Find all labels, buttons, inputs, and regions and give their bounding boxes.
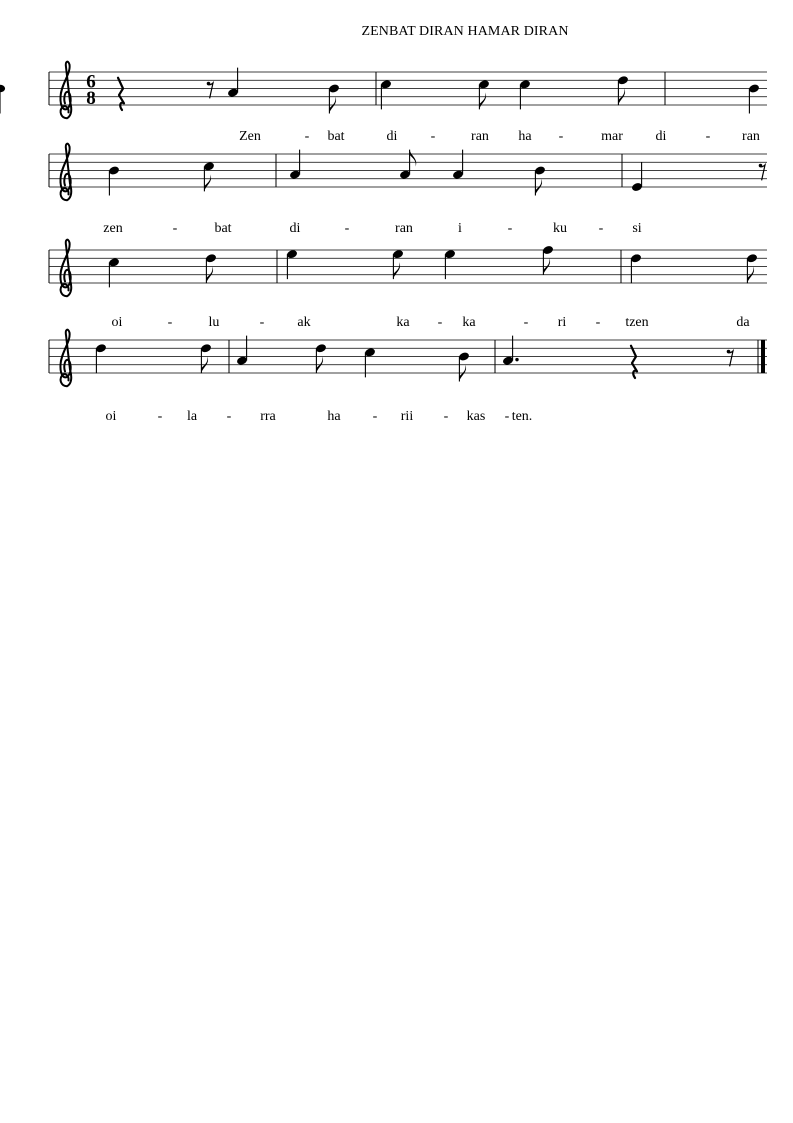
- song-title: ZENBAT DIRAN HAMAR DIRAN: [361, 24, 569, 39]
- lyric-syllable: tzen: [625, 315, 649, 330]
- note: [95, 343, 107, 373]
- note: [200, 343, 212, 373]
- lyric-hyphen: -: [705, 129, 711, 144]
- note: [630, 253, 642, 283]
- lyric-syllable: di: [289, 221, 301, 236]
- lyric-hyphen: -: [304, 129, 310, 144]
- notehead: [0, 85, 5, 92]
- lyric-syllable: ku: [553, 221, 567, 236]
- lyric-hyphen: -: [344, 221, 350, 236]
- lyric-hyphen: -: [157, 409, 163, 424]
- lyric-hyphen: -: [523, 315, 529, 330]
- lyric-hyphen: -: [437, 315, 443, 330]
- lyric-hyphen: -: [430, 129, 436, 144]
- lyric-syllable: di: [655, 129, 667, 144]
- staff-system-3: [49, 240, 767, 330]
- note: [328, 83, 340, 113]
- lyric-syllable: Zen: [239, 129, 261, 144]
- lyric-syllable: ran: [471, 129, 489, 144]
- lyric-syllable: la: [186, 409, 198, 424]
- flag: [393, 262, 400, 279]
- lyric-syllable: di: [386, 129, 398, 144]
- lyric-syllable: rii: [400, 409, 414, 424]
- note: [748, 83, 760, 113]
- augmentation-dot: [515, 358, 518, 361]
- lyric-syllable: i: [458, 221, 462, 236]
- lyric-syllable: oi: [111, 315, 123, 330]
- note: [315, 343, 327, 373]
- lyric-hyphen: -: [167, 315, 173, 330]
- note: [617, 75, 629, 105]
- lyric-syllable: ri: [557, 315, 567, 330]
- lyric-syllable: oi: [105, 409, 117, 424]
- lyric-hyphen: -: [507, 221, 513, 236]
- treble-clef-icon: [60, 144, 71, 201]
- flag: [204, 174, 211, 191]
- staff-system-4: [49, 330, 767, 424]
- note: [108, 165, 120, 195]
- lyric-syllable: rra: [260, 409, 276, 424]
- treble-clef-icon: [60, 62, 71, 119]
- treble-clef-icon: [60, 330, 71, 387]
- flag: [410, 150, 417, 167]
- note: [458, 351, 470, 381]
- lyric-syllable: ha: [518, 129, 532, 144]
- lyric-hyphen: -: [558, 129, 564, 144]
- time-signature-numerator: 6: [86, 71, 96, 93]
- lyric-hyphen: -: [372, 409, 378, 424]
- note: [0, 85, 5, 114]
- time-signature-denominator: 8: [86, 88, 96, 109]
- lyric-syllable: kas: [466, 409, 486, 424]
- lyric-hyphen: -: [595, 315, 601, 330]
- lyric-syllable: ha: [327, 409, 341, 424]
- lyric-syllable: ka: [462, 315, 476, 330]
- note: [542, 245, 554, 275]
- lyric-syllable: zen: [103, 221, 123, 236]
- eighth-rest: [759, 164, 765, 181]
- note: [631, 162, 643, 192]
- eighth-rest: [727, 350, 733, 367]
- staff-system-1: [0, 62, 767, 144]
- lyric-syllable: mar: [601, 129, 623, 144]
- treble-clef-icon: [60, 240, 71, 297]
- lyric-syllable: ran: [742, 129, 760, 144]
- lyric-hyphen: -: [226, 409, 232, 424]
- lyric-hyphen: -: [598, 221, 604, 236]
- lyric-syllable: ak: [297, 315, 311, 330]
- flag: [479, 92, 486, 109]
- lyric-hyphen: -: [443, 409, 449, 424]
- note: [534, 165, 546, 195]
- staff-system-2: [49, 144, 767, 236]
- lyric-hyphen: -: [259, 315, 265, 330]
- lyric-hyphen: -: [504, 409, 510, 424]
- lyric-syllable: si: [632, 221, 642, 236]
- lyric-syllable: ran: [395, 221, 413, 236]
- lyric-syllable: ka: [396, 315, 410, 330]
- lyric-syllable: bat: [214, 221, 232, 236]
- lyric-syllable: ten.: [511, 409, 533, 424]
- final-barline-thick: [761, 340, 765, 373]
- eighth-rest: [207, 82, 213, 99]
- lyric-syllable: da: [736, 315, 750, 330]
- lyric-syllable: lu: [208, 315, 220, 330]
- lyric-syllable: bat: [327, 129, 345, 144]
- note: [746, 253, 758, 283]
- lyric-hyphen: -: [172, 221, 178, 236]
- note: [205, 253, 217, 283]
